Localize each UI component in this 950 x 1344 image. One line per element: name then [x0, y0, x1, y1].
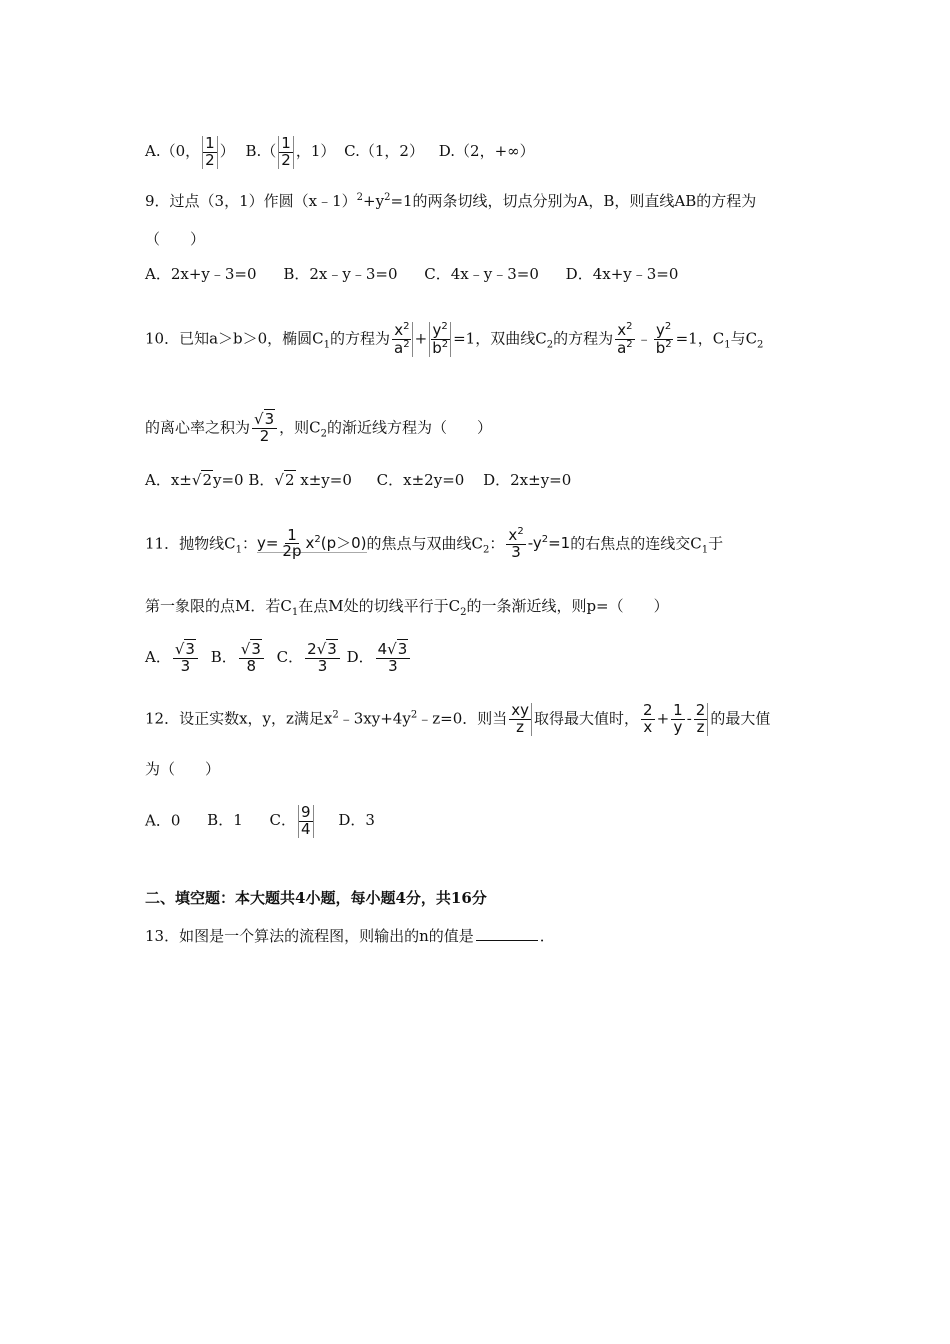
q12-options [145, 805, 375, 838]
q12-stem-cont: 为（ ） [145, 760, 221, 778]
q10-stem: 10．已知a＞b＞0，椭圆$C_1$的方程为 $\frac{x^2}{a^2}$ + $\frac{y^2}{b^2}$ =1，双曲线$C_2$的方程为 $\frac{x^2}{a^2}$ ﹣ $\frac{y^2}{b^2}$ =1，$C_1$与$C_2$ [145, 321, 764, 357]
q11-options [145, 642, 412, 675]
q11-stem-cont: 第一象限的点M．若$C_1$在点M处的切线平行于$C_2$的一条渐近线，则p=（ ） [145, 597, 669, 618]
fraction-2-z: $\frac{2}{z}$ [694, 703, 709, 736]
q12-option-c: C． $\frac{9}{4}$ [270, 811, 316, 829]
q9-option-d: D．4x+y﹣3=0 [565, 265, 679, 283]
q12-stem: 12．设正实数x，y，z满足$x^2﹣3xy+4y^2﹣z=0$．则当 $\frac{xy}{z}$ 取得最大值时， $\frac{2}{x}$ + $\frac{1}{y}$ - $\frac{2}{z}$ 的最大值 [145, 701, 771, 736]
q9-option-c: C．4x﹣y﹣3=0 [424, 265, 539, 283]
q10-option-d: D．2x±y=0 [483, 471, 572, 489]
q11-option-c: C． $\frac{2√3}{3}$ [277, 648, 342, 666]
fraction: $\frac{1}{2}$ [202, 136, 218, 169]
q9-stem-cont: （ ） [145, 230, 206, 248]
q8-option-d: D.（2，+∞） [438, 142, 535, 161]
q11-stem: 11．抛物线$C_1$：y= $\frac{1}{2p}$ $x^2(p>0)$的焦点与双曲线$C_2$： $\frac{x^2}{3}$ $-y^2=1$的右焦点的连线交$C_1$于 [145, 525, 724, 561]
fraction-1-y: $\frac{1}{y}$ [673, 701, 683, 736]
eccentricity-fraction: $\frac{√3}{2}$ [252, 412, 277, 445]
q12-option-b: B．1 [207, 811, 243, 830]
fraction-2-x: $\frac{2}{x}$ [643, 701, 653, 736]
q13-stem: 13．如图是一个算法的流程图，则输出的n的值是 ． [145, 927, 555, 945]
q8-options [145, 136, 535, 169]
hyperbola-fraction-x: $\frac{x^2}{a^2}$ [617, 321, 633, 357]
q9-options [145, 262, 678, 286]
fraction: $\frac{1}{2}$ [278, 136, 294, 169]
fraction-xy-z: $\frac{xy}{z}$ [509, 703, 532, 736]
hyperbola-equation: $\frac{x^2}{3}$ $-y^2=1$ [508, 526, 571, 561]
q10-option-c: C．x±2y=0 [376, 471, 465, 489]
section-heading: 二、填空题：本大题共4小题，每小题4分，共16分 [145, 889, 487, 907]
q9-option-a: A．2x+y﹣3=0 [145, 265, 257, 283]
q11-option-d: D． $\frac{4√3}{3}$ [347, 648, 413, 666]
answer-blank [476, 940, 538, 941]
q8-option-a: A.（0， $\frac{1}{2}$ ） [145, 134, 235, 169]
q10-stem-cont: 的离心率之积为 $\frac{√3}{2}$ ，则$C_2$的渐近线方程为（ ） [145, 410, 492, 445]
q8-option-b: B.（ $\frac{1}{2}$ ，1） [245, 134, 336, 169]
q10-options [145, 468, 571, 492]
hyperbola-fraction-y: $\frac{y^2}{b^2}$ [655, 321, 672, 357]
q12-option-a: A．0 [145, 811, 181, 830]
q11-option-b: B． $\frac{√3}{8}$ [211, 648, 266, 666]
q9-option-b: B．2x﹣y﹣3=0 [283, 265, 398, 283]
q12-option-d: D．3 [338, 811, 375, 830]
q10-option-a: A．x±√2y=0 [145, 471, 244, 489]
q10-option-b: B．√2 x±y=0 [248, 471, 352, 489]
q11-option-a: A． $\frac{√3}{3}$ [145, 648, 200, 666]
q9-stem: 9．过点（3，1）作圆$(x﹣1)^2+y^2=1$的两条切线，切点分别为A，B，则直线AB的方程为 [145, 192, 757, 210]
ellipse-fraction-y: $\frac{y^2}{b^2}$ [429, 322, 451, 357]
ellipse-fraction-x: $\frac{x^2}{a^2}$ [392, 322, 413, 357]
parabola-equation: y= $\frac{1}{2p}$ $x^2(p>0)$ [256, 525, 367, 561]
q8-option-c: C.（1，2） [344, 142, 424, 161]
